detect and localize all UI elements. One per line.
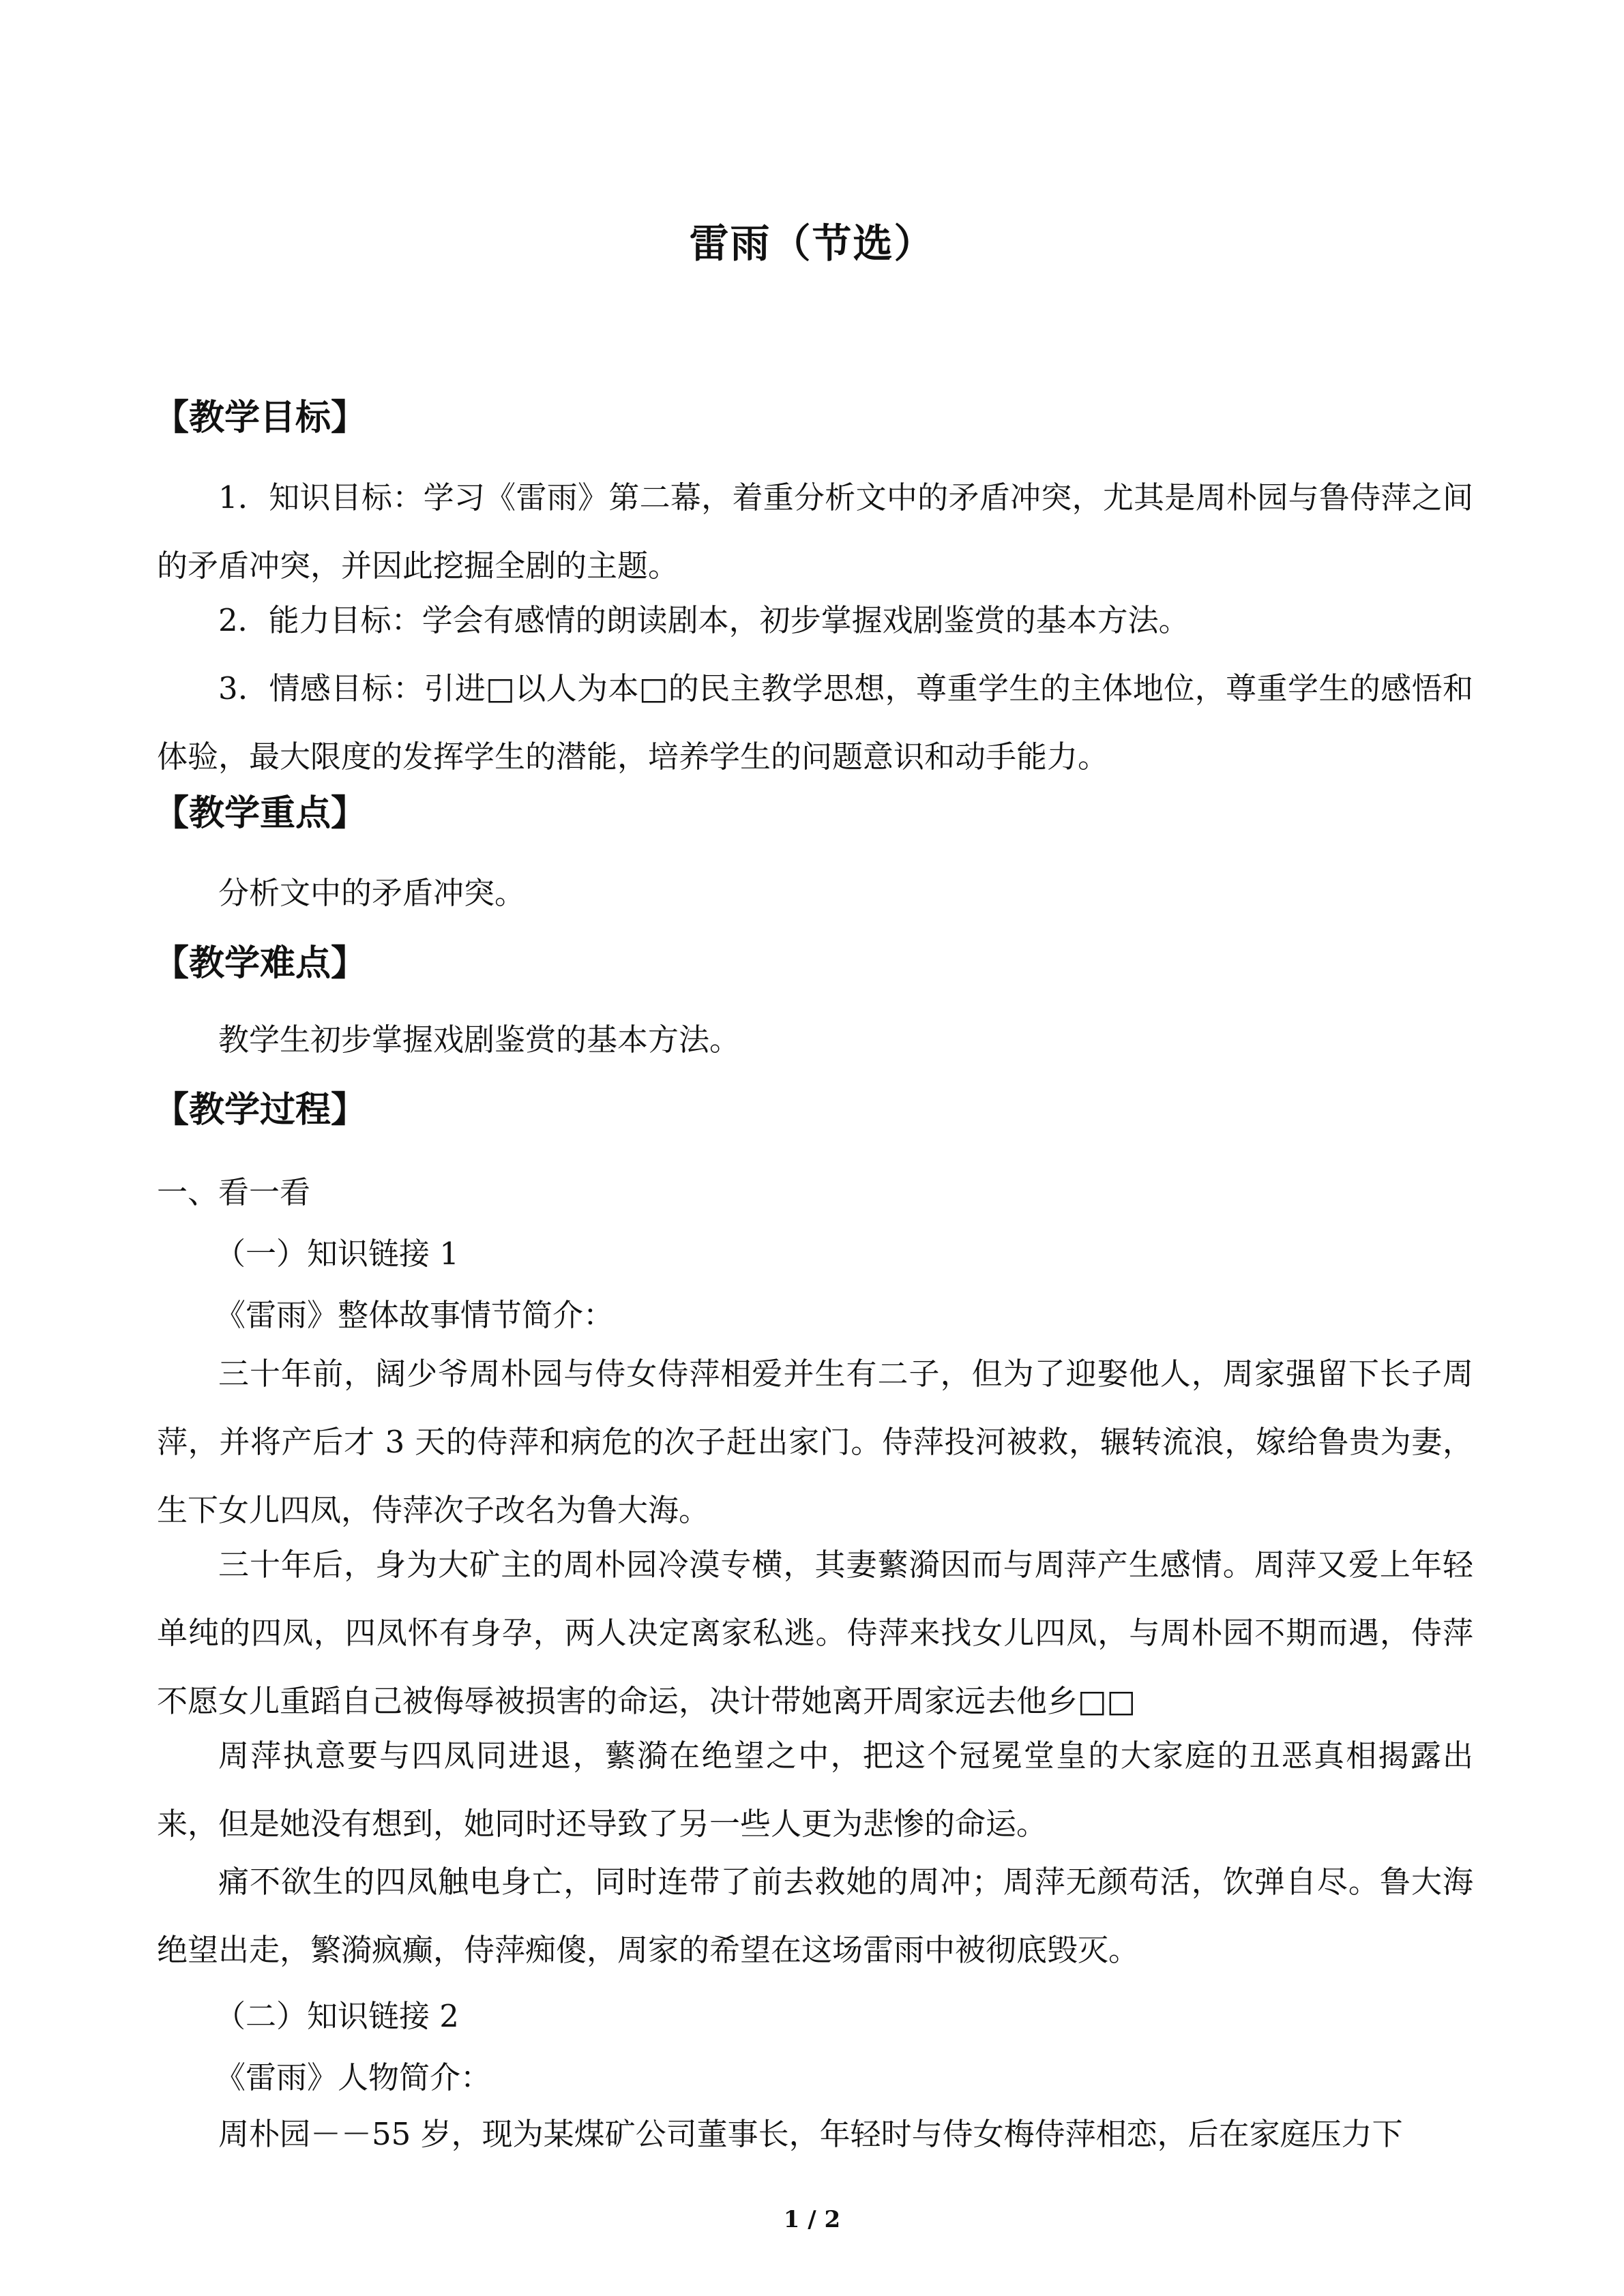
section-heading-process: 【教学过程】: [153, 1090, 367, 1131]
people-paragraph-1: 周朴园－－55 岁，现为某煤矿公司董事长，年轻时与侍女梅侍萍相恋，后在家庭压力下: [218, 2116, 1403, 2152]
key-point-text: 分析文中的矛盾冲突。: [218, 875, 526, 911]
story-paragraph-3: 周萍执意要与四凤同进退，蘩漪在绝望之中，把这个冠冕堂皇的大家庭的丑恶真相揭露出来，但是她没有想到，她同时还导致了另一些人更为悲惨的命运。: [157, 1738, 1473, 1842]
people-title: 《雷雨》人物简介：: [215, 2059, 492, 2096]
knowledge-link-2: （二）知识链接 2: [215, 1998, 459, 2034]
story-title: 《雷雨》整体故事情节简介：: [215, 1297, 615, 1333]
difficulty-text: 教学生初步掌握戏剧鉴赏的基本方法。: [218, 1022, 741, 1058]
page-number: 1 / 2: [783, 2206, 841, 2233]
story-paragraph-2: 三十年后，身为大矿主的周朴园冷漠专横，其妻蘩漪因而与周萍产生感情。周萍又爱上年轻单纯的四凤，四凤怀有身孕，两人决定离家私逃。侍萍来找女儿四凤，与周朴园不期而遇，侍萍不愿女儿重蹈自己被侮辱被损害的命运，决计带她离开周家远去他乡□□: [157, 1547, 1473, 1719]
story-paragraph-1: 三十年前，阔少爷周朴园与侍女侍萍相爱并生有二子，但为了迎娶他人，周家强留下长子周萍，并将产后才 3 天的侍萍和病危的次子赶出家门。侍萍投河被救，辗转流浪，嫁给鲁贵为妻，生下女儿四凤，侍萍次子改名为鲁大海。: [157, 1356, 1473, 1528]
goal-item-2: 2．能力目标：学会有感情的朗读剧本，初步掌握戏剧鉴赏的基本方法。: [218, 602, 1190, 638]
section-heading-key: 【教学重点】: [153, 793, 367, 834]
goal-item-3: 3．情感目标：引进□以人为本□的民主教学思想，尊重学生的主体地位，尊重学生的感悟和体验，最大限度的发挥学生的潜能，培养学生的问题意识和动手能力。: [157, 670, 1473, 775]
section-heading-goals: 【教学目标】: [153, 398, 367, 438]
page-title: 雷雨（节选）: [689, 220, 935, 267]
goal-item-1: 1．知识目标：学习《雷雨》第二幕，着重分析文中的矛盾冲突，尤其是周朴园与鲁侍萍之间的矛盾冲突，并因此挖掘全剧的主题。: [157, 479, 1473, 584]
section-heading-difficulty: 【教学难点】: [153, 943, 367, 984]
process-part-1: 一、看一看: [157, 1174, 311, 1210]
knowledge-link-1: （一）知识链接 1: [215, 1236, 459, 1272]
story-paragraph-4: 痛不欲生的四凤触电身亡，同时连带了前去救她的周冲；周萍无颜苟活，饮弹自尽。鲁大海绝望出走，繁漪疯癫，侍萍痴傻，周家的希望在这场雷雨中被彻底毁灭。: [157, 1864, 1473, 1968]
